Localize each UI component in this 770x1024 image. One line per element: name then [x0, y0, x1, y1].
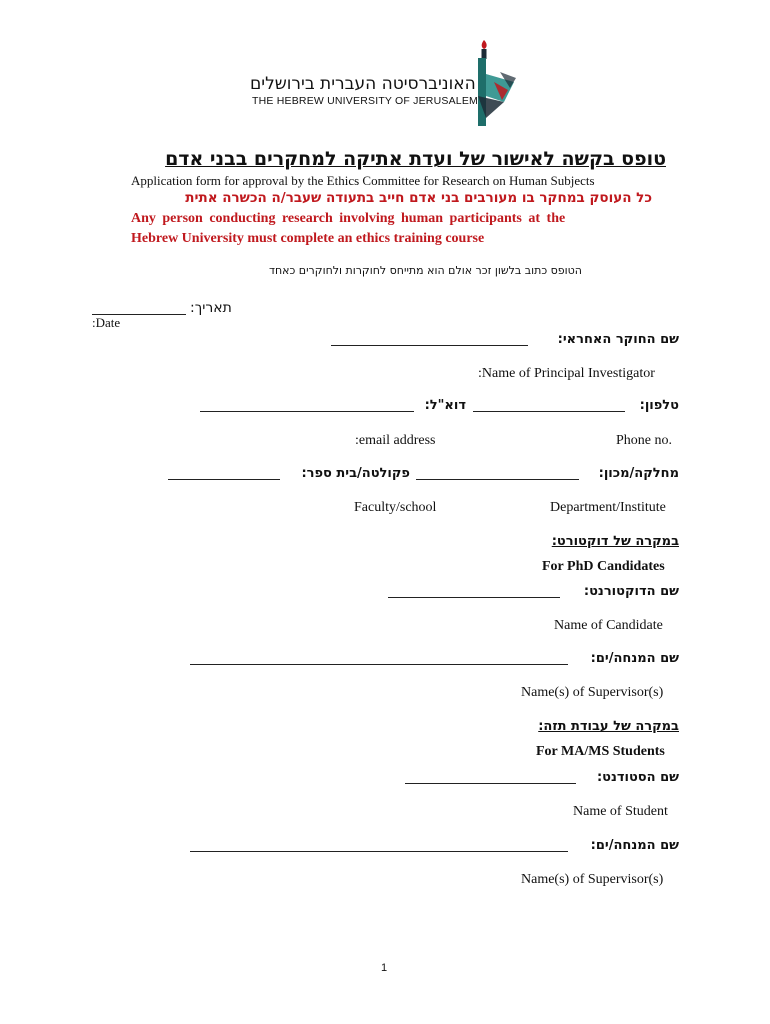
pi-label-english: :Name of Principal Investigator	[478, 366, 655, 381]
form-title-english: Application form for approval by the Ethics Committee for Research on Human Subjects	[131, 173, 595, 188]
phone-label-english: Phone no.	[616, 433, 672, 448]
phd-supervisor-label-hebrew: שם המנחה/ים:	[590, 651, 679, 666]
phd-heading-english: For PhD Candidates	[542, 559, 665, 574]
department-input-line[interactable]	[416, 479, 579, 480]
phone-label-hebrew: טלפון:	[639, 398, 679, 413]
faculty-input-line[interactable]	[168, 479, 280, 480]
faculty-label-hebrew: פקולטה/בית ספר:	[301, 466, 410, 481]
phd-heading-hebrew: במקרה של דוקטורט:	[551, 534, 679, 549]
phd-supervisor-label-english: Name(s) of Supervisor(s)	[521, 685, 664, 700]
date-label-english: :Date	[92, 315, 121, 330]
form-title-hebrew: טופס בקשה לאישור של ועדת אתיקה למחקרים בבני אדם	[165, 148, 666, 170]
phd-candidate-label-hebrew: שם הדוקטורנט:	[583, 584, 679, 599]
email-label-hebrew: דוא"ל:	[424, 398, 466, 413]
phd-candidate-input-line[interactable]	[388, 597, 560, 598]
department-label-english: Department/Institute	[550, 500, 666, 515]
gender-note: הטופס כתוב בלשון זכר אולם הוא מתייחס לחוקרות ולחוקרים כאחד	[268, 264, 582, 277]
pi-label-hebrew: שם החוקר האחראי:	[557, 332, 679, 347]
ma-heading-english: For MA/MS Students	[536, 744, 665, 759]
date-label-hebrew: תאריך:	[190, 300, 232, 316]
pi-input-line[interactable]	[331, 345, 528, 346]
ma-supervisor-label-english: Name(s) of Supervisor(s)	[521, 872, 664, 887]
ma-supervisor-label-hebrew: שם המנחה/ים:	[590, 838, 679, 853]
email-label-english: :email address	[355, 433, 436, 448]
department-label-hebrew: מחלקה/מכון:	[598, 466, 679, 481]
ma-student-label-english: Name of Student	[573, 804, 668, 819]
email-input-line[interactable]	[200, 411, 414, 412]
ma-supervisor-input-line[interactable]	[190, 851, 568, 852]
phd-candidate-label-english: Name of Candidate	[554, 618, 663, 633]
ethics-notice-hebrew: כל העוסק במחקר בו מעורבים בני אדם חייב בתעודה שעבר/ה הכשרה אתית	[185, 190, 652, 206]
university-name-english: THE HEBREW UNIVERSITY OF JERUSALEM	[252, 95, 478, 107]
phd-supervisor-input-line[interactable]	[190, 664, 568, 665]
phone-input-line[interactable]	[473, 411, 625, 412]
ma-student-input-line[interactable]	[405, 783, 576, 784]
page-number: 1	[381, 962, 388, 974]
ma-heading-hebrew: במקרה של עבודת תזה:	[538, 719, 679, 734]
ma-student-label-hebrew: שם הסטודנט:	[596, 770, 679, 785]
university-logo-icon	[464, 38, 524, 130]
faculty-label-english: Faculty/school	[354, 500, 437, 515]
ethics-notice-english-line2: Hebrew University must complete an ethics training course	[131, 231, 485, 246]
ethics-notice-english-line1: Any person conducting research involving human participants at the	[131, 211, 566, 226]
university-name-hebrew: האוניברסיטה העברית בירושלים	[250, 74, 476, 94]
